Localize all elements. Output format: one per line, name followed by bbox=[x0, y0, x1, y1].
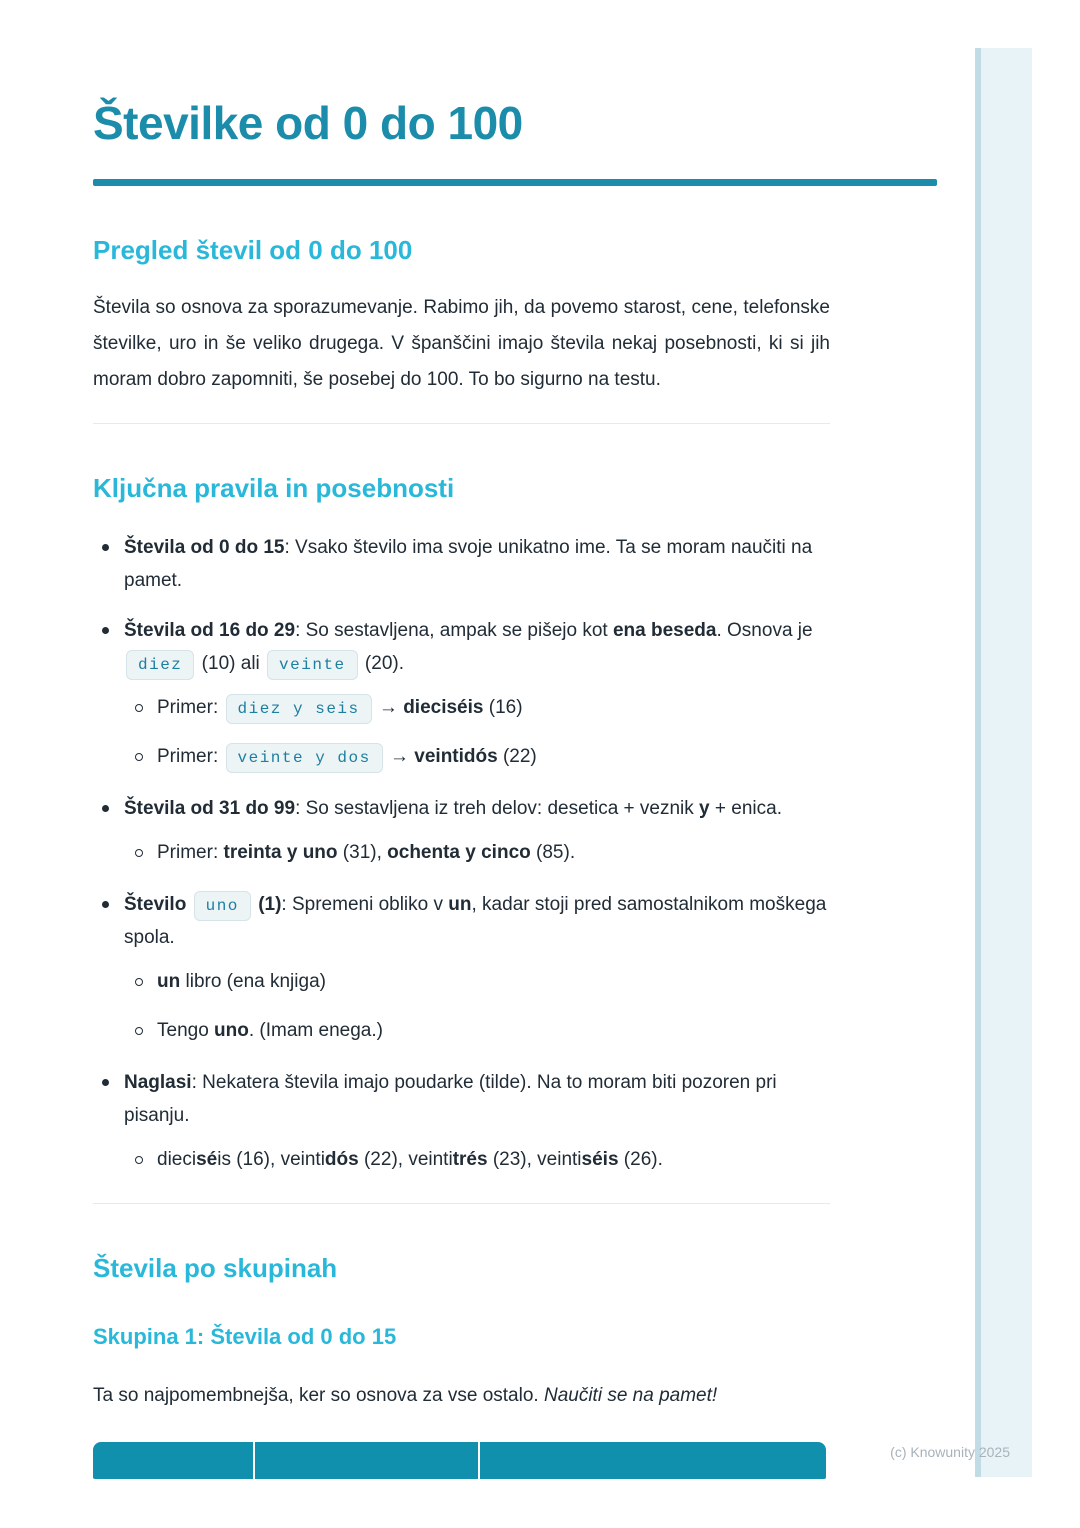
code-chip: diez bbox=[126, 650, 194, 680]
section-divider-1 bbox=[93, 423, 830, 424]
rule-item: Števila od 0 do 15: Vsako število ima svoje unikatno ime. Ta se moram naučiti na pamet. bbox=[93, 531, 830, 597]
table-header-cell-1 bbox=[93, 1442, 253, 1479]
rule-sub-item: Primer: treinta y uno (31), ochenta y cinco (85). bbox=[124, 835, 830, 871]
section-heading-overview: Pregled števil od 0 do 100 bbox=[93, 235, 413, 265]
rule-sub-list bbox=[124, 835, 830, 871]
page-title: Številke od 0 do 100 bbox=[93, 97, 523, 149]
table-header-cell-3 bbox=[480, 1442, 826, 1479]
copyright-text: (c) Knowunity 2025 bbox=[890, 1444, 1010, 1460]
rule-item: Števila od 31 do 99: So sestavljena iz treh delov: desetica + veznik y + enica. Primer: treinta y uno (31), ochenta y cinco (85). bbox=[93, 792, 830, 871]
rule-sub-item: un libro (ena knjiga) bbox=[124, 964, 830, 1000]
code-chip: diez y seis bbox=[226, 694, 372, 724]
table-header-cell-2 bbox=[255, 1442, 478, 1479]
rule-item: Števila od 16 do 29: So sestavljena, ampak se pišejo kot ena beseda. Osnova je diez (10) ali veinte (20). Primer: diez y seis → dieciséis (16) Primer: veinte y dos → veintidós (22) bbox=[93, 614, 830, 775]
rule-sub-item: Primer: veinte y dos → veintidós (22) bbox=[124, 739, 830, 775]
rule-item: Naglasi: Nekatera števila imajo poudarke (tilde). Na to moram biti pozoren pri pisanju. dieciséis (16), veintidós (22), veintitrés (23), veintiséis (26). bbox=[93, 1066, 830, 1178]
overview-paragraph: Števila so osnova za sporazumevanje. Rabimo jih, da povemo starost, cene, telefonske številke, uro in še veliko drugega. V španščini imajo števila nekaj posebnosti, ki si jih moram dobro zapomniti, še posebej do 100. To bo sigurno na testu. bbox=[93, 297, 830, 390]
code-chip: uno bbox=[194, 891, 251, 921]
table-header-row bbox=[93, 1442, 826, 1479]
code-chip: veinte bbox=[267, 650, 358, 680]
document-content bbox=[93, 0, 830, 1413]
rules-list bbox=[93, 531, 830, 1178]
rule-sub-item: Tengo uno. (Imam enega.) bbox=[124, 1013, 830, 1049]
section-heading-groups: Števila po skupinah bbox=[93, 1253, 338, 1283]
section-heading-rules: Ključna pravila in posebnosti bbox=[93, 473, 455, 503]
rule-sub-list bbox=[124, 964, 830, 1049]
rule-sub-list bbox=[124, 1142, 830, 1178]
title-rule bbox=[93, 179, 937, 186]
section-divider-2 bbox=[93, 1203, 830, 1204]
groups-intro-paragraph: Ta so najpomembnejša, ker so osnova za vse ostalo. Naučiti se na pamet! bbox=[93, 1385, 718, 1406]
rule-sub-item: Primer: diez y seis → dieciséis (16) bbox=[124, 690, 830, 726]
rule-sub-item: dieciséis (16), veintidós (22), veintitrés (23), veintiséis (26). bbox=[124, 1142, 830, 1178]
rule-sub-list bbox=[124, 690, 830, 775]
code-chip: veinte y dos bbox=[226, 743, 383, 773]
subsection-heading-group1: Skupina 1: Števila od 0 do 15 bbox=[93, 1324, 397, 1349]
rule-item: Število uno (1): Spremeni obliko v un, kadar stoji pred samostalnikom moškega spola. un libro (ena knjiga) Tengo uno. (Imam enega.) bbox=[93, 888, 830, 1049]
page-edge-strip bbox=[975, 48, 1032, 1477]
